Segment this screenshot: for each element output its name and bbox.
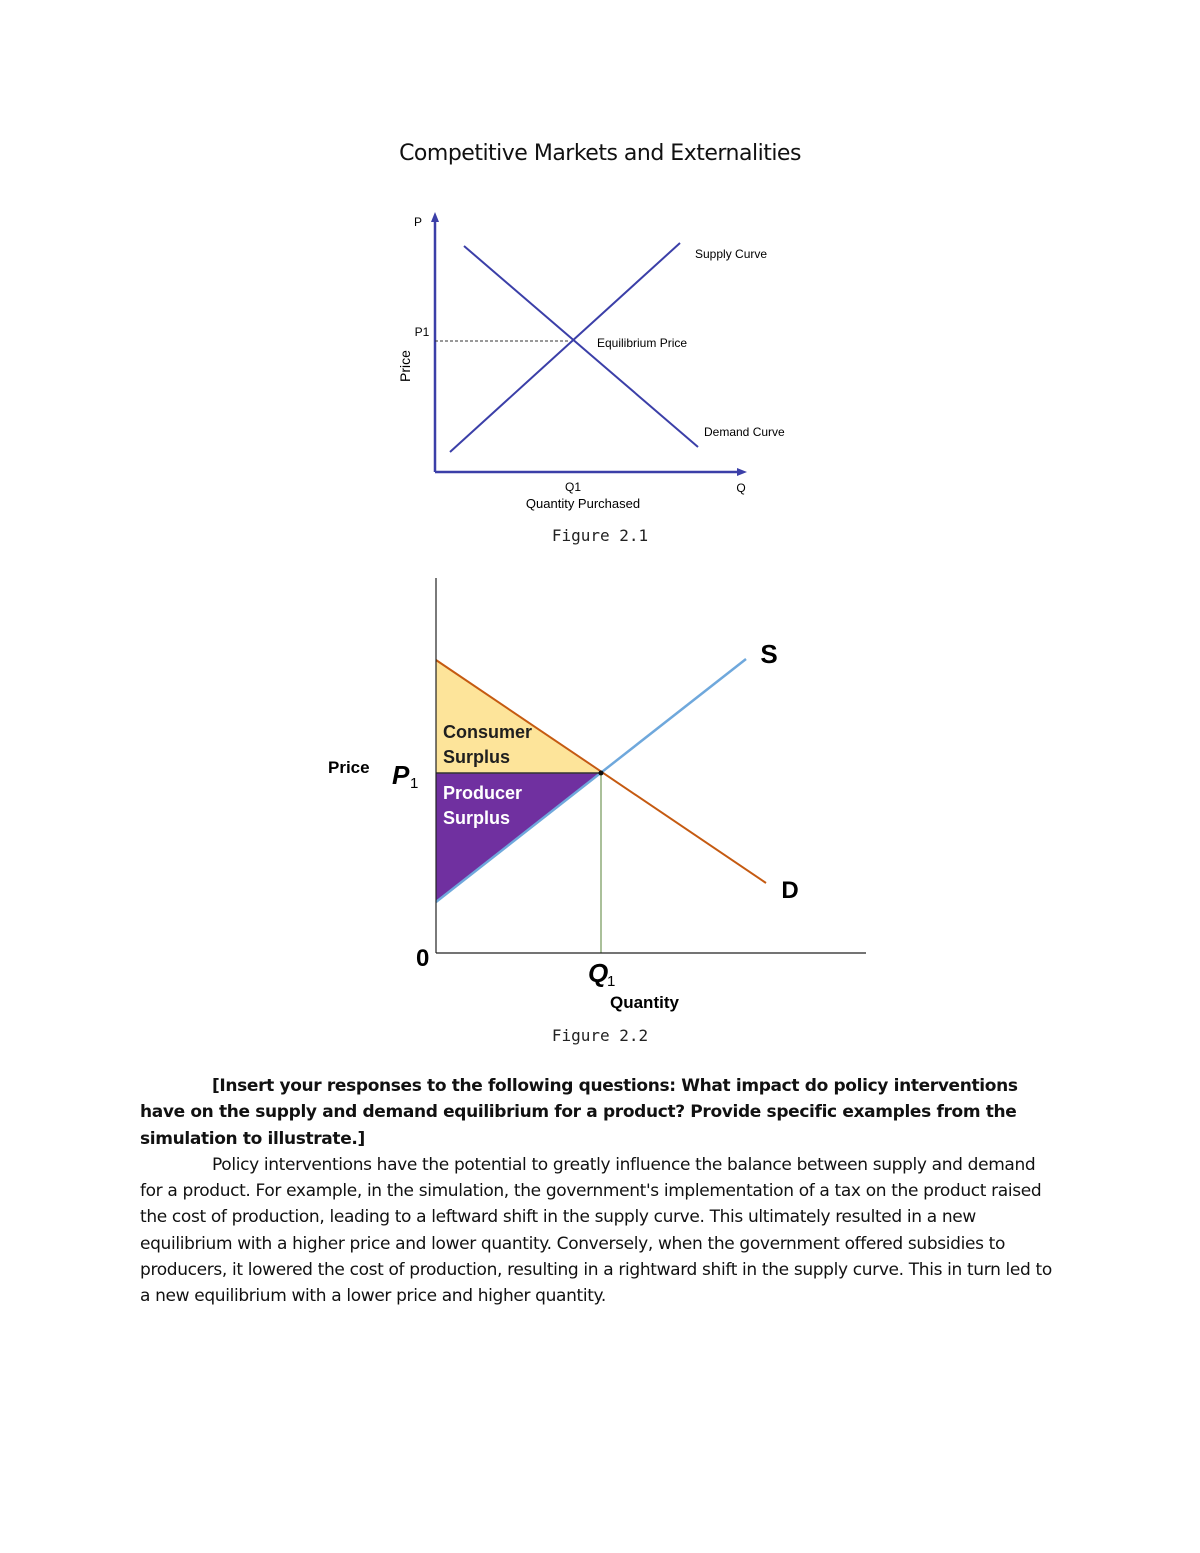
q1-label: Q1 [564,480,582,494]
producer-surplus-label-1: Producer [443,783,523,803]
figure-2-1-caption: Figure 2.1 [551,526,649,545]
question-prompt: [Insert your responses to the following questions: What impact do policy interventions have on the supply and demand equilibrium for a product? Provide specific examples from the simulation to illustrate.] [140,1076,1018,1149]
q1-letter: Q [588,958,609,988]
response-paragraph: Policy interventions have the potential to greatly influence the balance between supply and demand for a product. For example, in the simulation, the government's implementation of a tax on the product raised the cost of production, leading to a leftward shift in the supply curve. This ultimately resulted in a new equilibrium with a higher price and lower quantity. Conversely, when the government offered subsidies to producers, it lowered the cost of production, resulting in a rightward shift in the supply curve. This in turn led to a new equilibrium with a lower price and higher quantity. [140,1154,1052,1307]
y-axis-label: P [413,215,423,229]
equilibrium-price-label: Equilibrium Price [597,336,688,350]
p1-letter: P [392,760,410,790]
x-axis-label: Q [736,481,746,495]
quantity-axis-label: Quantity [610,993,679,1012]
p1-label: P1 [414,325,430,339]
p1-label [392,760,418,792]
supply-label: S [760,639,778,669]
producer-surplus-label-2: Surplus [443,808,511,828]
consumer-surplus-label-1: Consumer [443,722,533,742]
demand-curve-label: Demand Curve [704,425,785,439]
y-axis-title: Price [397,350,413,382]
q1-subscript: 1 [607,973,616,990]
q1-label [588,958,615,990]
figure-2-2-chart [320,570,900,1030]
x-axis-title: Quantity Purchased [525,496,641,511]
consumer-surplus-label-2: Surplus [443,747,511,767]
figure-2-2-caption: Figure 2.2 [551,1026,649,1045]
origin-label: 0 [416,945,430,972]
p1-subscript: 1 [410,775,419,792]
page-title: Competitive Markets and Externalities [399,141,801,166]
equilibrium-point [599,771,604,776]
figure-2-1-chart [380,200,840,530]
body-text [140,1073,1060,1310]
supply-curve-label: Supply Curve [695,247,768,261]
price-axis-label: Price [328,758,370,777]
demand-label: D [781,877,799,904]
